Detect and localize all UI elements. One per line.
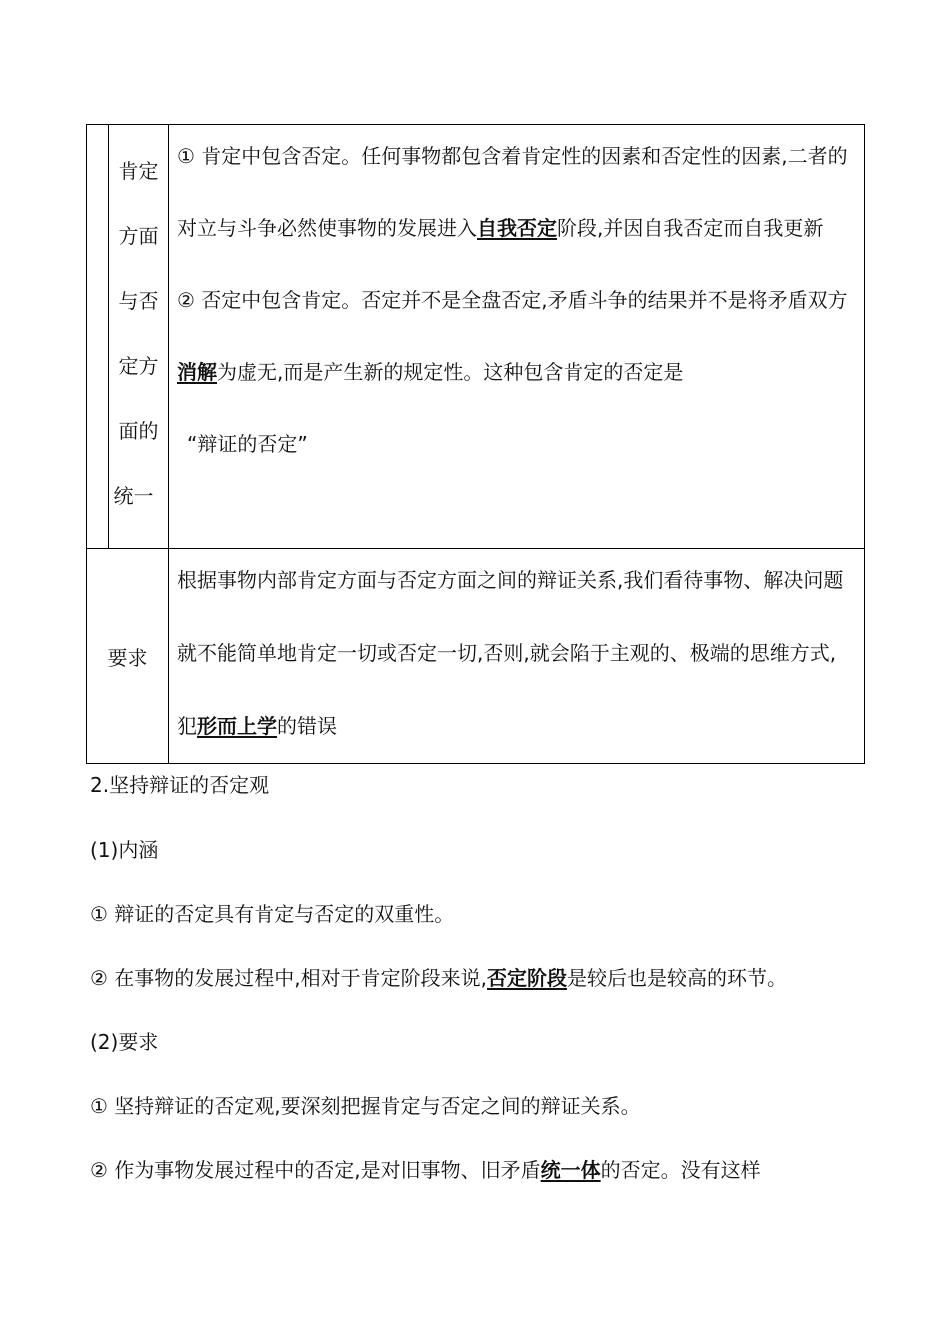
key-term: 统一体 bbox=[540, 1158, 601, 1182]
list-item: ② 作为事物发展过程中的否定,是对旧事物、旧矛盾统一体的否定。没有这样 bbox=[90, 1158, 761, 1182]
key-term: 消解 bbox=[177, 360, 217, 384]
subsection-heading: (2)要求 bbox=[90, 1030, 159, 1054]
section-heading: 2.坚持辩证的否定观 bbox=[90, 773, 270, 797]
list-item: ① 辩证的否定具有肯定与否定的双重性。 bbox=[90, 902, 455, 926]
aspect-label-line: 定方 bbox=[118, 354, 159, 378]
key-term: 形而上学 bbox=[197, 714, 277, 738]
aspect-label-line: 肯定 bbox=[118, 159, 159, 183]
list-item: ② 在事物的发展过程中,相对于肯定阶段来说,否定阶段是较后也是较高的环节。 bbox=[90, 966, 788, 990]
requirement-text: 根据事物内部肯定方面与否定方面之间的辩证关系,我们看待事物、解决问题就不能简单地肯定一切或否定一切,否则,就会陷于主观的、极端的思维方式,犯形而上学的错误 bbox=[177, 568, 844, 738]
point-2: ② 否定中包含肯定。否定并不是全盘否定,矛盾斗争的结果并不是将矛盾双方消解为虚无,而是产生新的规定性。这种包含肯定的否定是 bbox=[177, 288, 848, 384]
dialectical-table bbox=[86, 124, 865, 764]
key-term: 否定阶段 bbox=[487, 966, 568, 990]
key-term: 自我否定 bbox=[477, 216, 557, 240]
point-2-quote: “辩证的否定” bbox=[187, 432, 308, 456]
aspect-label-cell bbox=[109, 125, 169, 549]
point-1: ① 肯定中包含否定。任何事物都包含着肯定性的因素和否定性的因素,二者的对立与斗争必然使事物的发展进入自我否定阶段,并因自我否定而自我更新 bbox=[177, 144, 848, 240]
aspect-label-line: 统一 bbox=[113, 484, 154, 508]
list-item: ① 坚持辩证的否定观,要深刻把握肯定与否定之间的辩证关系。 bbox=[90, 1094, 641, 1118]
aspect-label-line: 面的 bbox=[118, 419, 159, 443]
aspect-label-line: 方面 bbox=[118, 224, 159, 248]
requirement-content-cell bbox=[169, 549, 865, 764]
requirement-label-cell: 要求 bbox=[87, 549, 169, 764]
aspect-label-line: 与否 bbox=[118, 289, 159, 313]
unity-content-cell bbox=[169, 125, 865, 549]
table-row-unity bbox=[87, 125, 865, 549]
subsection-heading: (1)内涵 bbox=[90, 838, 159, 862]
table-row-requirement bbox=[87, 549, 865, 764]
